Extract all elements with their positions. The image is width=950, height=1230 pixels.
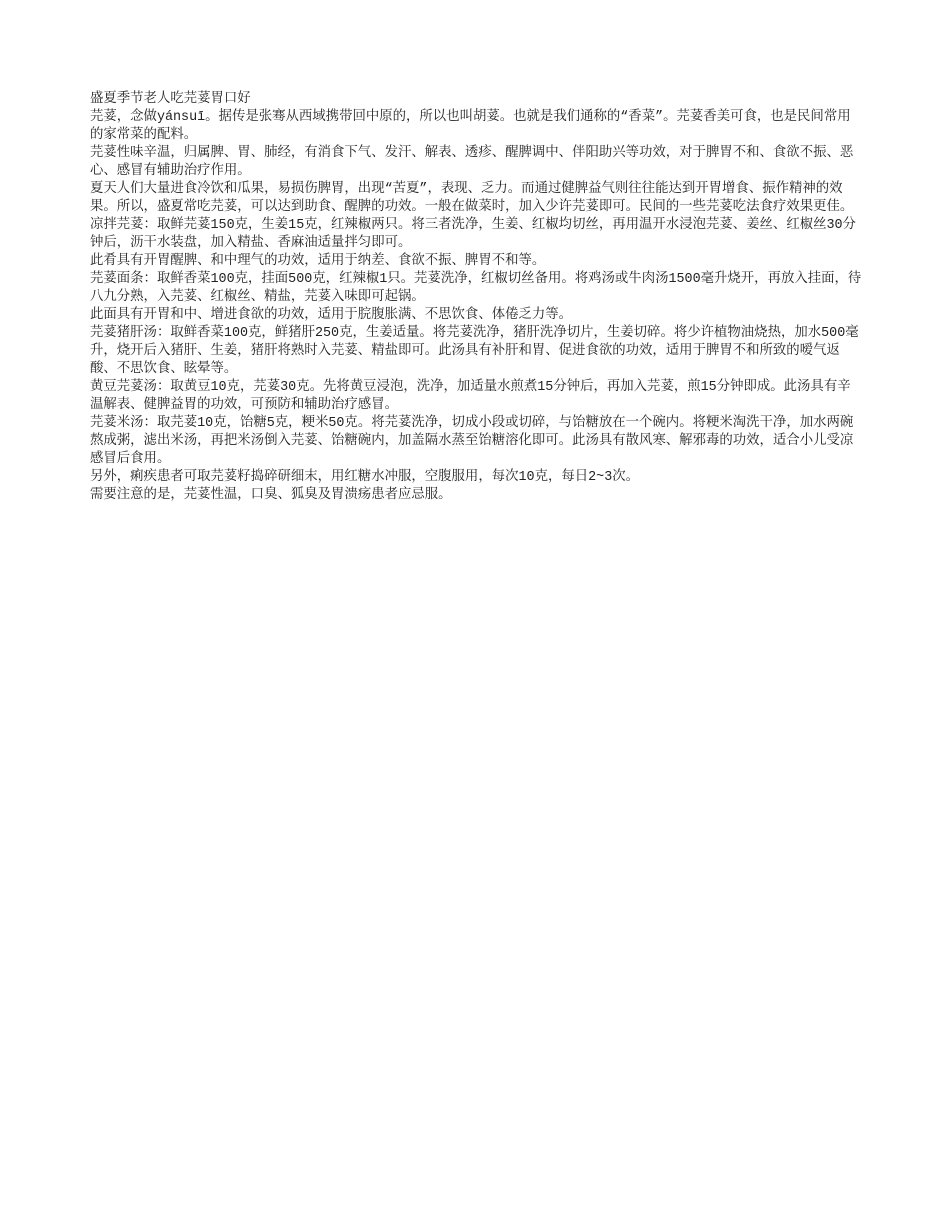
paragraph-recipe-cold-dish: 凉拌芫荽：取鲜芫荽150克，生姜15克，红辣椒两只。将三者洗净，生姜、红椒均切丝，再用温开水浸泡芫荽、姜丝、红椒丝30分钟后，沥干水装盘，加入精盐、香麻油适量拌匀即可。 bbox=[90, 218, 856, 251]
paragraph-caution: 需要注意的是，芫荽性温，口臭、狐臭及胃溃疡患者应忌服。 bbox=[90, 488, 452, 503]
paragraph-cold-dish-effect: 此肴具有开胃醒脾、和中理气的功效，适用于纳差、食欲不振、脾胃不和等。 bbox=[90, 254, 546, 269]
paragraph-recipe-soybean-soup: 黄豆芫荽汤：取黄豆10克，芫荽30克。先将黄豆浸泡，洗净，加适量水煎煮15分钟后，再加入芫荽，煎15分钟即成。此汤具有辛温解表、健脾益胃的功效，可预防和辅助治疗感冒。 bbox=[90, 380, 851, 413]
paragraph-noodles-effect: 此面具有开胃和中、增进食欲的功效，适用于脘腹胀满、不思饮食、体倦乏力等。 bbox=[90, 308, 573, 323]
paragraph-recipe-noodles: 芫荽面条：取鲜香菜100克，挂面500克，红辣椒1只。芫荽洗净，红椒切丝备用。将鸡汤或牛肉汤1500毫升烧开，再放入挂面，待八九分熟，入芫荽、红椒丝、精盐，芫荽入味即可起锅。 bbox=[90, 272, 862, 305]
paragraph-recipe-rice-soup: 芫荽米汤：取芫荽10克，饴糖5克，粳米50克。将芫荽洗净，切成小段或切碎，与饴糖放在一个碗内。将粳米淘洗干净，加水两碗熬成粥，滤出米汤，再把米汤倒入芫荽、饴糖碗内，加盖隔水蒸至饴糖溶化即可。此汤具有散风寒、解邪毒的功效，适合小儿受凉感冒后食用。 bbox=[90, 416, 854, 467]
paragraph-intro: 芫荽，念做yánsuī。据传是张骞从西域携带回中原的，所以也叫胡荽。也就是我们通称的“香菜”。芫荽香美可食，也是民间常用的家常菜的配料。 bbox=[90, 110, 851, 143]
document-title: 盛夏季节老人吃芫荽胃口好 bbox=[90, 92, 251, 107]
document-body bbox=[90, 91, 862, 505]
paragraph-dysentery: 另外，痢疾患者可取芫荽籽捣碎研细末，用红糖水冲服，空腹服用，每次10克，每日2~3次。 bbox=[90, 470, 640, 485]
paragraph-properties: 芫荽性味辛温，归属脾、胃、肺经，有消食下气、发汗、解表、透疹、醒脾调中、伴阳助兴等功效，对于脾胃不和、食欲不振、恶心、感冒有辅助治疗作用。 bbox=[90, 146, 854, 179]
paragraph-recipe-liver-soup: 芫荽猪肝汤：取鲜香菜100克，鲜猪肝250克，生姜适量。将芫荽洗净，猪肝洗净切片，生姜切碎。将少许植物油烧热，加水500毫升，烧开后入猪肝、生姜，猪肝将熟时入芫荽、精盐即可。此汤具有补肝和胃、促进食欲的功效，适用于脾胃不和所致的嗳气返酸、不思饮食、眩晕等。 bbox=[90, 326, 859, 377]
paragraph-summer: 夏天人们大量进食冷饮和瓜果，易损伤脾胃，出现“苦夏”，表现、乏力。而通过健脾益气则往往能达到开胃增食、振作精神的效果。所以，盛夏常吃芫荽，可以达到助食、醒脾的功效。一般在做菜时，加入少许芫荽即可。民间的一些芫荽吃法食疗效果更佳。 bbox=[90, 182, 854, 215]
